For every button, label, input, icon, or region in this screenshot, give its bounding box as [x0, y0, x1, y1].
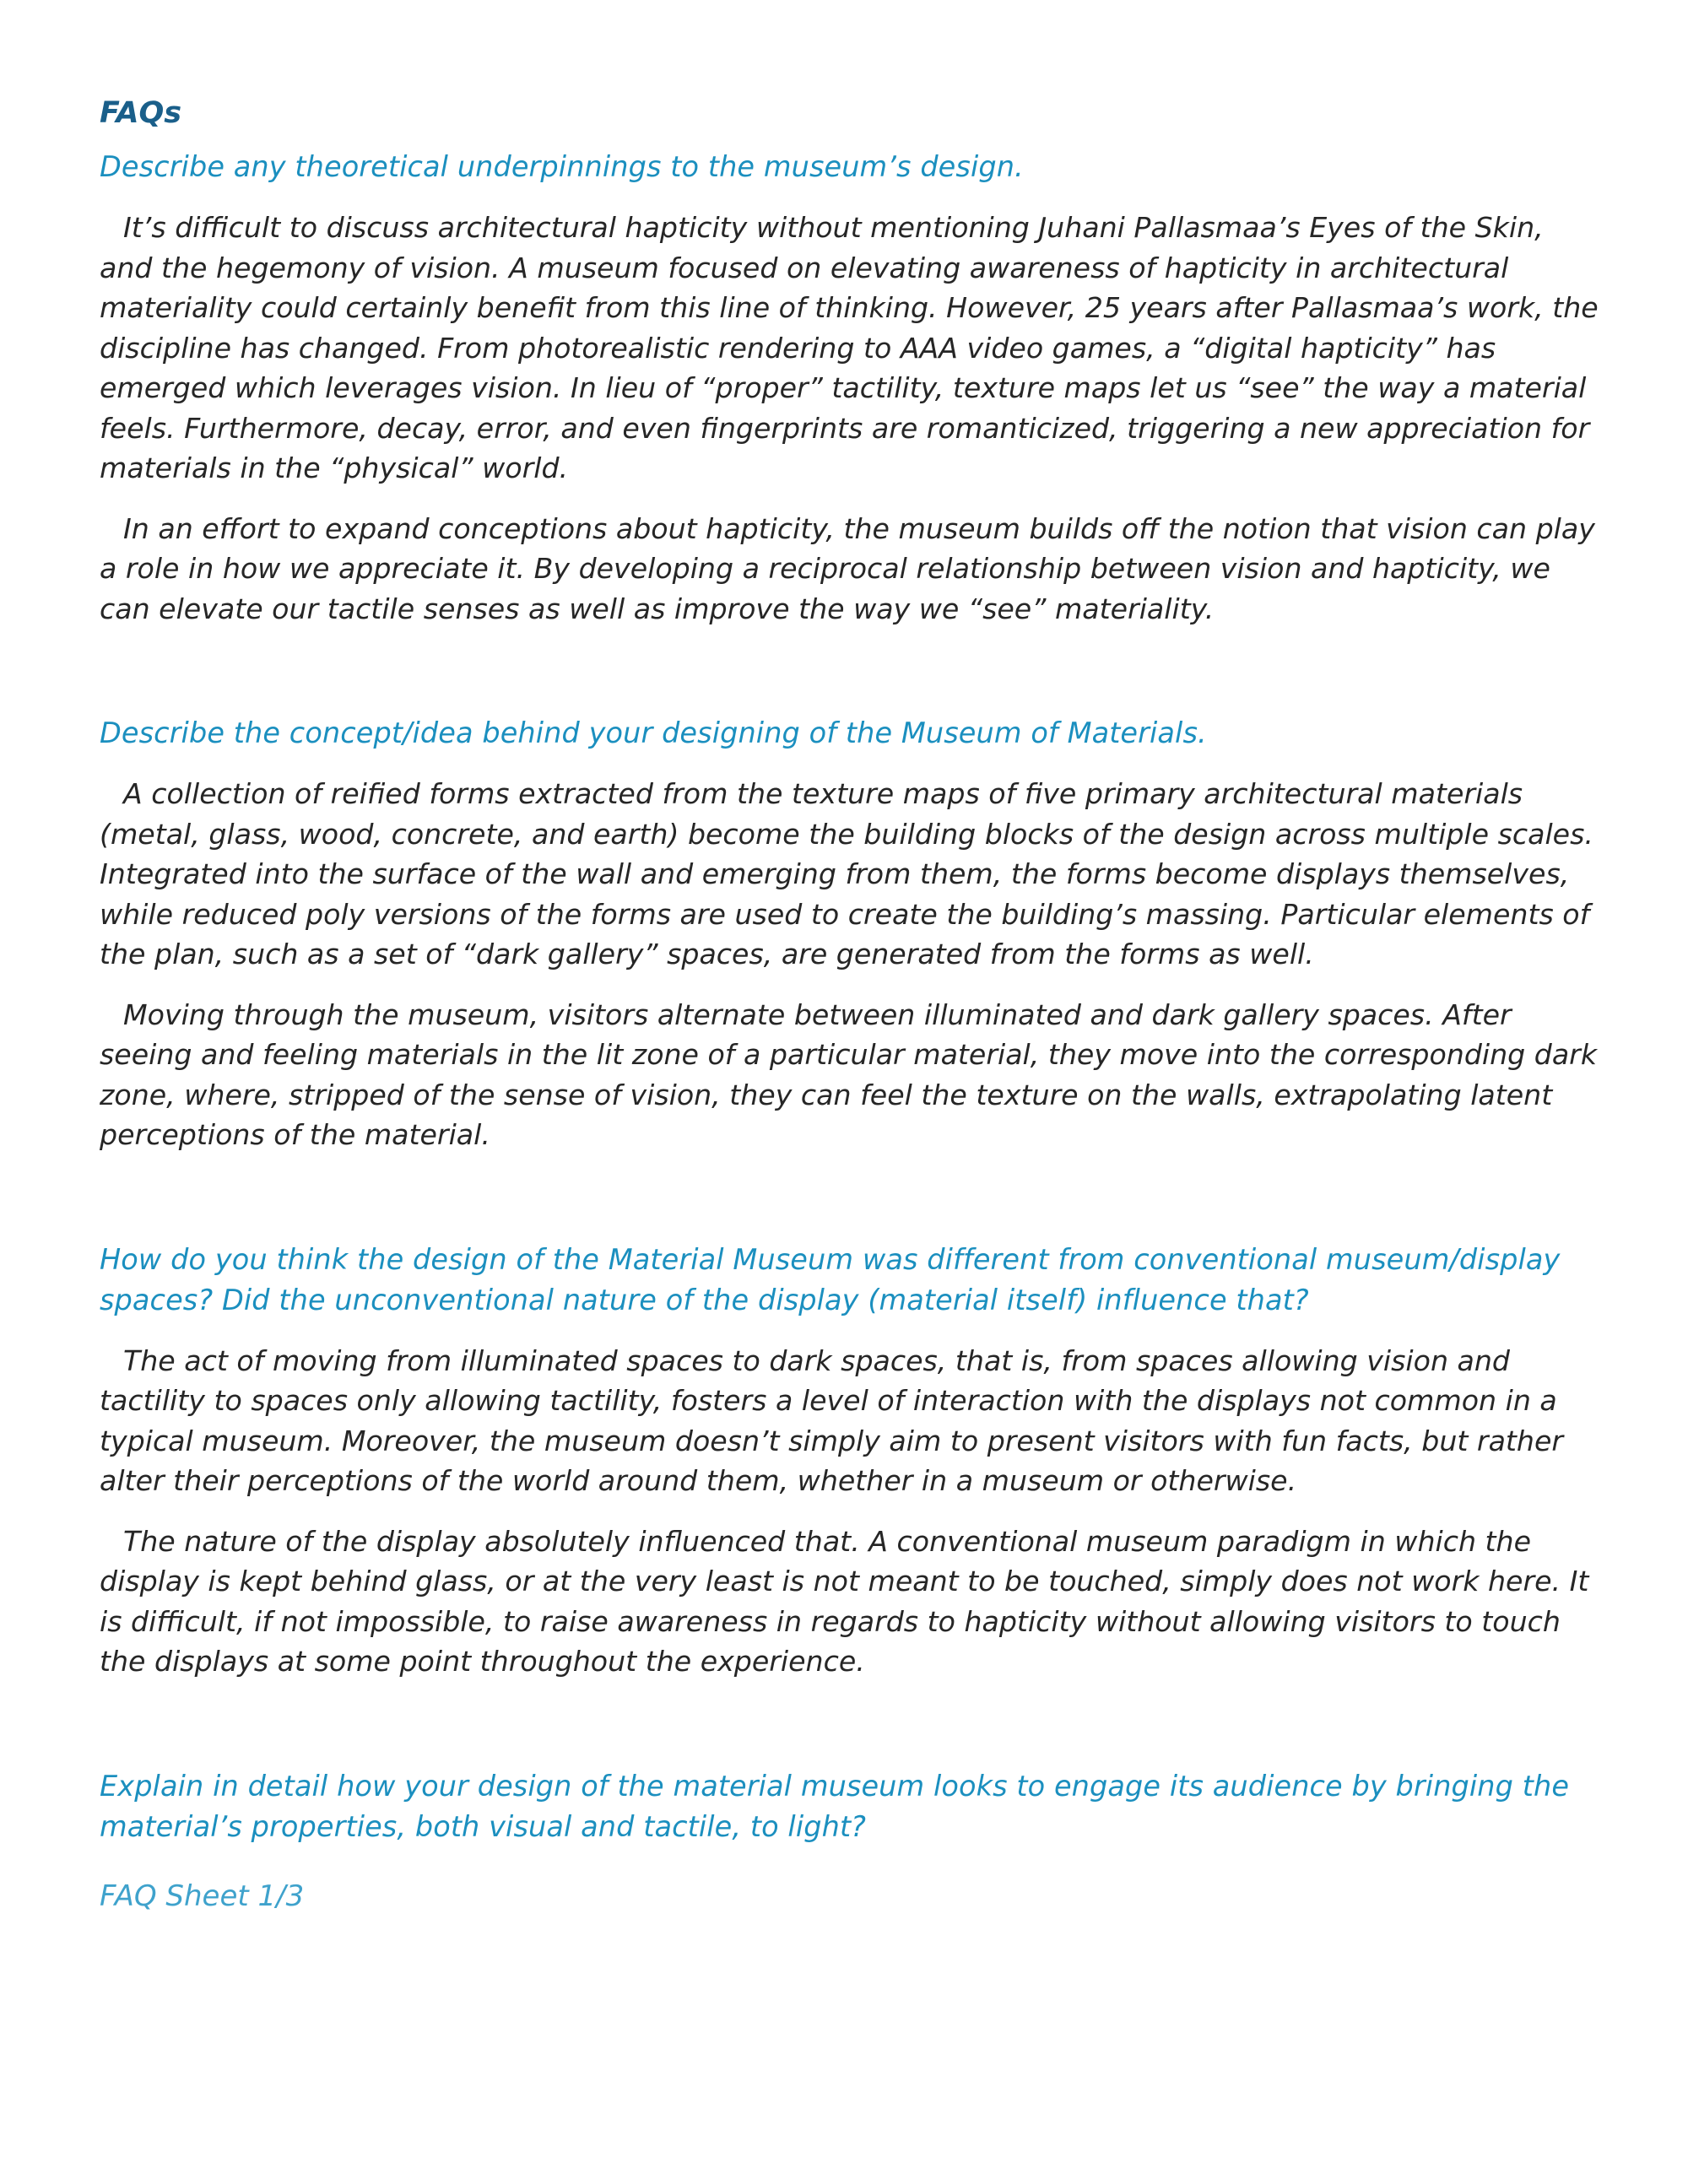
faq-answer-paragraph: The act of moving from illuminated spaces to dark spaces, that is, from spaces allowing vision and tactility to spaces only allowing tactility, fosters a level of interaction with the displays not common in a typical museum. Moreover, the museum doesn’t simply aim to present visitors with fun facts, but rather alter their perceptions of the world around them, whether in a museum or otherwise. [100, 1343, 1564, 1497]
faq-page [100, 93, 1602, 1916]
faq-question: Describe any theoretical underpinnings to the museum’s design. [100, 150, 1024, 183]
faq-question: Explain in detail how your design of the material museum looks to engage its audience by bringing the material’s properties, both visual and tactile, to light? [100, 1769, 1570, 1843]
faq-answer-paragraph: A collection of reified forms extracted from the texture maps of five primary architectural materials (metal, glass, wood, concrete, and earth) become the building blocks of the design across multiple scales. Integrated into the surface of the wall and emerging from them, the forms become displays themselves, while reduced poly versions of the forms are used to create the building’s massing. Particular elements of the plan, such as a set of “dark gallery” spaces, are generated from the forms as well. [100, 777, 1593, 970]
faq-question: Describe the concept/idea behind your designing of the Museum of Materials. [100, 716, 1207, 749]
faq-section-difference [100, 1240, 1602, 1682]
faq-section-concept [100, 713, 1602, 1155]
faq-question: How do you think the design of the Material Museum was different from conventional museum/display spaces? Did the unconventional nature of the display (material itself) influence that? [100, 1242, 1561, 1316]
faq-answer-paragraph: In an effort to expand conceptions about hapticity, the museum builds off the notion that vision can play a role in how we appreciate it. By developing a reciprocal relationship between vision and hapticity, we can elevate our tactile senses as well as improve the way we “see” materiality. [100, 511, 1595, 625]
faq-answer-paragraph: Moving through the museum, visitors alternate between illuminated and dark gallery spaces. After seeing and feeling materials in the lit zone of a particular material, they move into the corresponding dark zone, where, stripped of the sense of vision, they can feel the texture on the walls, extrapolating latent perceptions of the material. [100, 997, 1598, 1151]
page-footer: FAQ Sheet 1/3 [100, 1879, 305, 1913]
faq-section-engagement [100, 1766, 1602, 1847]
faq-section-theory [100, 147, 1602, 629]
faq-answer-paragraph: It’s difficult to discuss architectural hapticity without mentioning Juhani Pallasmaa’s Eyes of the Skin, and the hegemony of vision. A museum focused on elevating awareness of hapticity in architectural materiality could certainly benefit from this line of thinking. However, 25 years after Pallasmaa’s work, the discipline has changed. From photorealistic rendering to AAA video games, a “digital hapticity” has emerged which leverages vision. In lieu of “proper” tactility, texture maps let us “see” the way a material feels. Furthermore, decay, error, and even fingerprints are romanticized, triggering a new appreciation for materials in the “physical” world. [100, 211, 1599, 484]
faq-answer-paragraph: The nature of the display absolutely influenced that. A conventional museum paradigm in which the display is kept behind glass, or at the very least is not meant to be touched, simply does not work here. It is difficult, if not impossible, to raise awareness in regards to hapticity without allowing visitors to touch the displays at some point throughout the experience. [100, 1524, 1589, 1678]
page-title: FAQs [100, 96, 182, 130]
